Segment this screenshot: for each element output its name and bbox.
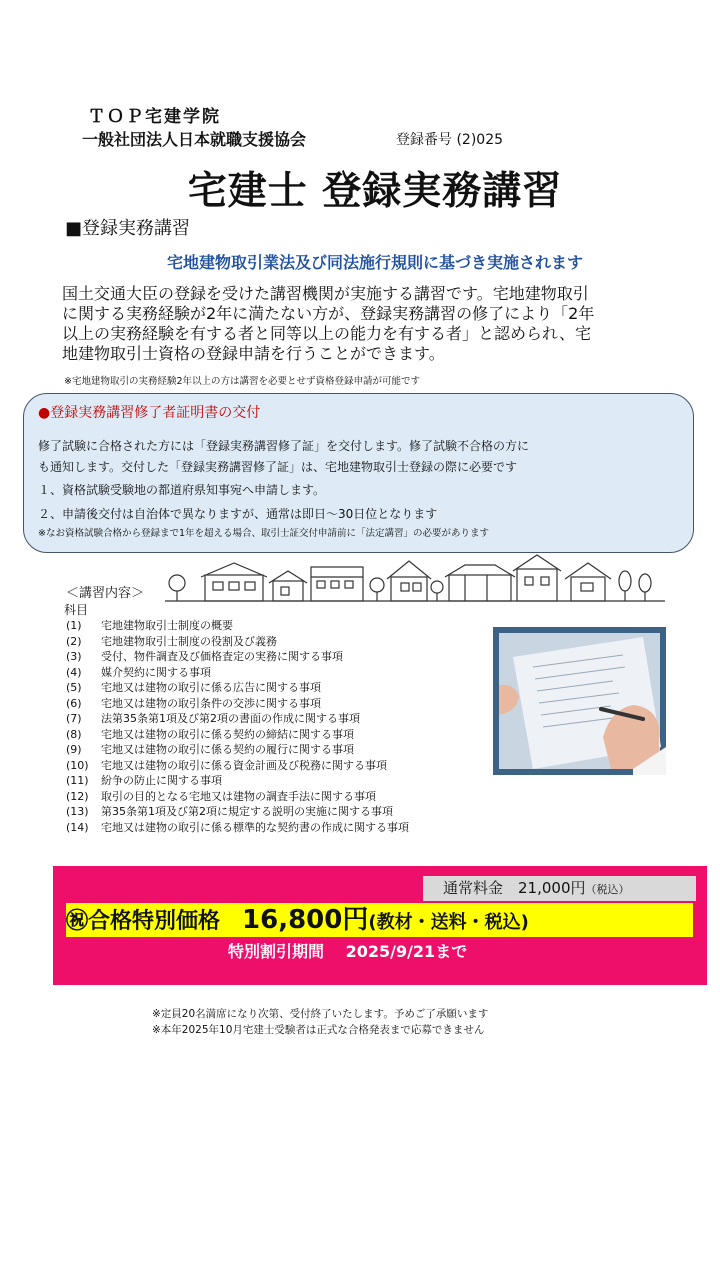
page-title: 宅建士 登録実務講習 xyxy=(187,169,563,214)
section-heading: ■登録実務講習 xyxy=(65,218,191,239)
footer-note: ※本年2025年10月宅建士受験者は正式な合格発表まで応募できません xyxy=(152,1024,485,1036)
association-name: 一般社団法人日本就職支援協会 xyxy=(82,130,307,149)
course-list xyxy=(66,618,409,835)
subtitle: 宅地建物取引業法及び同法施行規則に基づき実施されます xyxy=(166,253,583,272)
list-item: (8) 宅地又は建物の取引に係る契約の締結に関する事項 xyxy=(66,727,354,741)
special-price-amount: 16,800円 xyxy=(242,905,369,935)
intro-line: に関する実務経験が2年に満たない方が、登録実務講習の修了により「2年 xyxy=(62,304,595,323)
list-item: (2) 宅地建物取引士制度の役割及び義務 xyxy=(66,634,277,648)
registration-number: 登録番号 (2)025 xyxy=(396,132,504,148)
certificate-line: ２、申請後交付は自治体で異なりますが、通常は即日～30日位となります xyxy=(38,507,438,521)
houses-illustration xyxy=(165,553,665,605)
list-item: (14) 宅地又は建物の取引に係る標準的な契約書の作成に関する事項 xyxy=(66,820,409,834)
footer-note: ※定員20名満席になり次第、受付終了いたします。予めご了承願います xyxy=(152,1008,489,1020)
list-item: (1) 宅地建物取引士制度の概要 xyxy=(66,619,233,632)
discount-period: 特別割引期間 2025/9/21まで xyxy=(228,942,468,961)
list-item: (6) 宅地又は建物の取引条件の交渉に関する事項 xyxy=(66,696,321,710)
intro-line: 国土交通大臣の登録を受けた講習機関が実施する講習です。宅地建物取引 xyxy=(62,284,589,303)
tax-note: （税込） xyxy=(585,883,630,896)
normal-price-amount: 通常料金 21,000円 xyxy=(443,879,586,897)
experience-note: ※宅地建物取引の実務経験2年以上の方は講習を必要とせず資格登録申請が可能です xyxy=(64,376,421,387)
course-heading: ＜講習内容＞ xyxy=(66,586,145,601)
special-price-label: ㊗合格特別価格 xyxy=(66,909,243,934)
intro-line: 地建物取引士資格の登録申請を行うことができます。 xyxy=(62,344,445,363)
list-item: (7) 法第35条第1項及び第2項の書面の作成に関する事項 xyxy=(66,712,360,725)
intro-text xyxy=(62,284,672,364)
list-item: (12) 取引の目的となる宅地又は建物の調査手法に関する事項 xyxy=(66,789,376,803)
certificate-line: １、資格試験受験地の都道府県知事宛へ申請します。 xyxy=(38,483,326,497)
certificate-line: 修了試験に合格された方には「登録実務講習修了証」を交付します。修了試験不合格の方に xyxy=(38,439,530,453)
certificate-note: ※なお資格試験合格から登録まで1年を超える場合、取引士証交付申請前に「法定講習」の必要があります xyxy=(38,528,490,539)
list-item: (5) 宅地又は建物の取引に係る広告に関する事項 xyxy=(66,681,321,694)
list-item: (9) 宅地又は建物の取引に係る契約の履行に関する事項 xyxy=(66,743,354,756)
list-item: (3) 受付、物件調査及び価格査定の実務に関する事項 xyxy=(66,650,343,663)
list-item: (10) 宅地又は建物の取引に係る資金計画及び税務に関する事項 xyxy=(66,758,387,772)
normal-price xyxy=(423,876,696,901)
intro-line: 以上の実務経験を有する者と同等以上の能力を有する者」と認められ、宅 xyxy=(62,324,591,343)
list-item: (4) 媒介契約に関する事項 xyxy=(66,665,211,679)
certificate-line: も通知します。交付した「登録実務講習修了証」は、宅地建物取引士登録の際に必要です xyxy=(38,460,518,474)
certificate-title: ●登録実務講習修了者証明書の交付 xyxy=(38,405,261,421)
writing-photo xyxy=(493,627,666,775)
list-item: (13) 第35条第1項及び第2項に規定する説明の実施に関する事項 xyxy=(66,805,393,818)
list-item: (11) 紛争の防止に関する事項 xyxy=(66,774,222,787)
school-name: ＴＯＰ宅建学院 xyxy=(88,107,221,127)
special-price-note: (教材・送料・税込) xyxy=(368,912,529,933)
subject-label: 科目 xyxy=(64,603,89,617)
special-price xyxy=(66,903,693,937)
